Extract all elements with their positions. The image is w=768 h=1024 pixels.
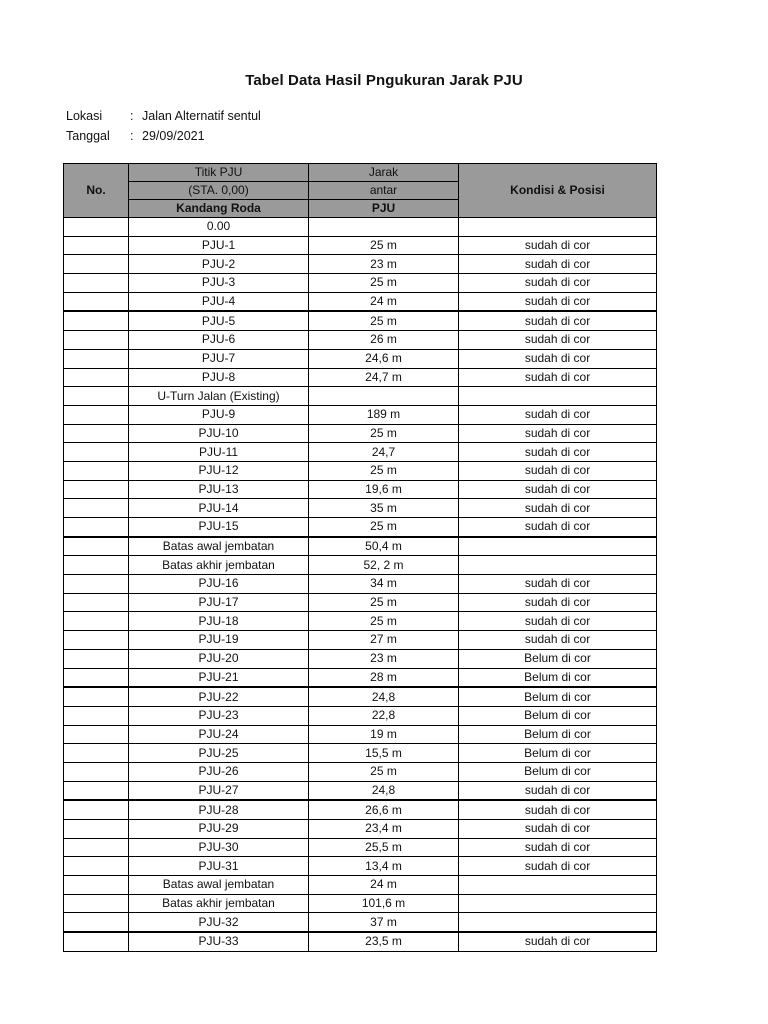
cell-titik-pju: PJU-21: [129, 668, 309, 687]
cell-kondisi: sudah di cor: [459, 932, 657, 951]
cell-titik-pju: PJU-30: [129, 838, 309, 857]
cell-jarak: 28 m: [309, 668, 459, 687]
cell-no: [64, 424, 129, 443]
cell-titik-pju: Batas awal jembatan: [129, 537, 309, 556]
cell-kondisi: Belum di cor: [459, 649, 657, 668]
table-row: [64, 575, 657, 594]
table-row: [64, 820, 657, 839]
table-row: [64, 518, 657, 537]
table-row: [64, 499, 657, 518]
table-row: [64, 876, 657, 895]
cell-titik-pju: PJU-9: [129, 405, 309, 424]
date-value: 29/09/2021: [142, 129, 205, 143]
cell-kondisi: sudah di cor: [459, 820, 657, 839]
cell-kondisi: Belum di cor: [459, 762, 657, 781]
cell-titik-pju: Batas akhir jembatan: [129, 894, 309, 913]
cell-titik-pju: PJU-2: [129, 255, 309, 274]
cell-titik-pju: PJU-32: [129, 913, 309, 932]
cell-jarak: 25 m: [309, 236, 459, 255]
location-value: Jalan Alternatif sentul: [142, 109, 261, 123]
cell-titik-pju: PJU-24: [129, 725, 309, 744]
cell-titik-pju: PJU-25: [129, 744, 309, 763]
cell-no: [64, 443, 129, 462]
cell-titik-pju: PJU-27: [129, 781, 309, 800]
cell-no: [64, 518, 129, 537]
cell-titik-pju: PJU-4: [129, 292, 309, 311]
cell-no: [64, 480, 129, 499]
table-row: [64, 537, 657, 556]
cell-kondisi: sudah di cor: [459, 480, 657, 499]
table-row: [64, 405, 657, 424]
header-titik-line2: (STA. 0,00): [129, 182, 309, 200]
cell-kondisi: sudah di cor: [459, 311, 657, 330]
header-titik-line1: Titik PJU: [129, 164, 309, 182]
cell-kondisi: sudah di cor: [459, 274, 657, 293]
cell-kondisi: sudah di cor: [459, 443, 657, 462]
table-row: [64, 744, 657, 763]
cell-jarak: 24 m: [309, 876, 459, 895]
cell-jarak: 37 m: [309, 913, 459, 932]
table-row: [64, 424, 657, 443]
table-row: [64, 913, 657, 932]
cell-no: [64, 292, 129, 311]
cell-no: [64, 762, 129, 781]
cell-titik-pju: PJU-1: [129, 236, 309, 255]
cell-jarak: 27 m: [309, 631, 459, 650]
cell-no: [64, 274, 129, 293]
cell-jarak: 26 m: [309, 331, 459, 350]
header-no: No.: [64, 164, 129, 218]
table-row: [64, 781, 657, 800]
cell-no: [64, 575, 129, 594]
cell-jarak: 19 m: [309, 725, 459, 744]
cell-titik-pju: 0.00: [129, 218, 309, 237]
cell-titik-pju: PJU-19: [129, 631, 309, 650]
date-line: [66, 129, 205, 143]
cell-jarak: [309, 218, 459, 237]
table-row: [64, 387, 657, 406]
cell-no: [64, 612, 129, 631]
cell-jarak: 13,4 m: [309, 857, 459, 876]
cell-titik-pju: PJU-14: [129, 499, 309, 518]
cell-no: [64, 368, 129, 387]
cell-kondisi: sudah di cor: [459, 499, 657, 518]
cell-no: [64, 387, 129, 406]
cell-kondisi: Belum di cor: [459, 668, 657, 687]
cell-jarak: 24,8: [309, 687, 459, 706]
cell-kondisi: [459, 876, 657, 895]
cell-no: [64, 913, 129, 932]
cell-kondisi: sudah di cor: [459, 575, 657, 594]
cell-no: [64, 800, 129, 819]
cell-kondisi: [459, 556, 657, 575]
cell-kondisi: [459, 537, 657, 556]
table-row: [64, 311, 657, 330]
location-line: [66, 109, 261, 123]
cell-no: [64, 537, 129, 556]
cell-jarak: 15,5 m: [309, 744, 459, 763]
cell-titik-pju: PJU-8: [129, 368, 309, 387]
table-row: [64, 857, 657, 876]
cell-jarak: 50,4 m: [309, 537, 459, 556]
cell-no: [64, 593, 129, 612]
cell-no: [64, 932, 129, 951]
cell-titik-pju: PJU-7: [129, 349, 309, 368]
cell-kondisi: [459, 894, 657, 913]
cell-kondisi: sudah di cor: [459, 838, 657, 857]
cell-no: [64, 687, 129, 706]
cell-kondisi: sudah di cor: [459, 612, 657, 631]
table-row: [64, 894, 657, 913]
cell-titik-pju: PJU-11: [129, 443, 309, 462]
cell-jarak: [309, 387, 459, 406]
cell-titik-pju: PJU-29: [129, 820, 309, 839]
cell-titik-pju: PJU-5: [129, 311, 309, 330]
cell-no: [64, 781, 129, 800]
table-row: [64, 687, 657, 706]
table-row: [64, 649, 657, 668]
table-row: [64, 274, 657, 293]
header-jarak-line1: Jarak: [309, 164, 459, 182]
location-label: Lokasi: [66, 109, 103, 123]
cell-kondisi: sudah di cor: [459, 461, 657, 480]
cell-jarak: 22,8: [309, 706, 459, 725]
cell-kondisi: sudah di cor: [459, 781, 657, 800]
cell-jarak: 25 m: [309, 518, 459, 537]
table-row: [64, 292, 657, 311]
table-body: [64, 218, 657, 952]
table-row: [64, 218, 657, 237]
cell-kondisi: [459, 913, 657, 932]
cell-titik-pju: PJU-31: [129, 857, 309, 876]
table-row: [64, 593, 657, 612]
cell-no: [64, 461, 129, 480]
cell-kondisi: sudah di cor: [459, 349, 657, 368]
cell-jarak: 23,4 m: [309, 820, 459, 839]
cell-jarak: 25 m: [309, 311, 459, 330]
cell-jarak: 24,7 m: [309, 368, 459, 387]
cell-no: [64, 857, 129, 876]
cell-no: [64, 218, 129, 237]
cell-kondisi: sudah di cor: [459, 593, 657, 612]
cell-no: [64, 311, 129, 330]
table-row: [64, 838, 657, 857]
cell-no: [64, 649, 129, 668]
cell-no: [64, 236, 129, 255]
cell-kondisi: sudah di cor: [459, 800, 657, 819]
cell-no: [64, 349, 129, 368]
cell-titik-pju: PJU-10: [129, 424, 309, 443]
cell-titik-pju: PJU-12: [129, 461, 309, 480]
table-row: [64, 331, 657, 350]
table-row: [64, 236, 657, 255]
cell-kondisi: sudah di cor: [459, 405, 657, 424]
location-separator: :: [130, 109, 134, 123]
cell-titik-pju: PJU-15: [129, 518, 309, 537]
table-row: [64, 480, 657, 499]
cell-no: [64, 894, 129, 913]
cell-jarak: 101,6 m: [309, 894, 459, 913]
cell-titik-pju: PJU-13: [129, 480, 309, 499]
cell-jarak: 25,5 m: [309, 838, 459, 857]
cell-no: [64, 255, 129, 274]
cell-no: [64, 706, 129, 725]
cell-jarak: 24 m: [309, 292, 459, 311]
cell-titik-pju: Batas akhir jembatan: [129, 556, 309, 575]
cell-jarak: 25 m: [309, 424, 459, 443]
cell-jarak: 19,6 m: [309, 480, 459, 499]
header-titik-line3: Kandang Roda: [129, 200, 309, 218]
cell-jarak: 25 m: [309, 461, 459, 480]
table-row: [64, 932, 657, 951]
cell-no: [64, 499, 129, 518]
cell-kondisi: Belum di cor: [459, 725, 657, 744]
table-row: [64, 461, 657, 480]
cell-titik-pju: PJU-33: [129, 932, 309, 951]
table-row: [64, 556, 657, 575]
cell-jarak: 23 m: [309, 649, 459, 668]
header-jarak-line2: antar: [309, 182, 459, 200]
cell-titik-pju: PJU-18: [129, 612, 309, 631]
cell-jarak: 24,8: [309, 781, 459, 800]
table-row: [64, 762, 657, 781]
measurement-table: [63, 163, 657, 952]
table-row: [64, 255, 657, 274]
cell-titik-pju: PJU-3: [129, 274, 309, 293]
header-jarak-line3: PJU: [309, 200, 459, 218]
cell-kondisi: Belum di cor: [459, 706, 657, 725]
cell-no: [64, 405, 129, 424]
document-title: Tabel Data Hasil Pngukuran Jarak PJU: [245, 72, 523, 89]
cell-jarak: 24,6 m: [309, 349, 459, 368]
cell-jarak: 52, 2 m: [309, 556, 459, 575]
cell-kondisi: sudah di cor: [459, 631, 657, 650]
cell-jarak: 23,5 m: [309, 932, 459, 951]
table-row: [64, 668, 657, 687]
cell-titik-pju: PJU-28: [129, 800, 309, 819]
cell-titik-pju: PJU-26: [129, 762, 309, 781]
cell-kondisi: sudah di cor: [459, 331, 657, 350]
cell-titik-pju: U-Turn Jalan (Existing): [129, 387, 309, 406]
cell-jarak: 24,7: [309, 443, 459, 462]
cell-titik-pju: PJU-16: [129, 575, 309, 594]
cell-jarak: 23 m: [309, 255, 459, 274]
cell-no: [64, 331, 129, 350]
cell-jarak: 34 m: [309, 575, 459, 594]
cell-kondisi: sudah di cor: [459, 292, 657, 311]
cell-kondisi: Belum di cor: [459, 744, 657, 763]
cell-jarak: 25 m: [309, 593, 459, 612]
header-kondisi: Kondisi & Posisi: [459, 164, 657, 218]
table-row: [64, 706, 657, 725]
cell-kondisi: [459, 218, 657, 237]
cell-kondisi: sudah di cor: [459, 255, 657, 274]
cell-no: [64, 820, 129, 839]
cell-kondisi: sudah di cor: [459, 857, 657, 876]
cell-kondisi: Belum di cor: [459, 687, 657, 706]
date-separator: :: [130, 129, 134, 143]
cell-no: [64, 876, 129, 895]
cell-jarak: 25 m: [309, 274, 459, 293]
table-header: [64, 164, 657, 218]
cell-no: [64, 744, 129, 763]
cell-kondisi: sudah di cor: [459, 368, 657, 387]
cell-jarak: 25 m: [309, 762, 459, 781]
cell-titik-pju: PJU-22: [129, 687, 309, 706]
cell-titik-pju: PJU-6: [129, 331, 309, 350]
table-row: [64, 800, 657, 819]
table-row: [64, 725, 657, 744]
cell-titik-pju: PJU-17: [129, 593, 309, 612]
cell-no: [64, 668, 129, 687]
cell-titik-pju: Batas awal jembatan: [129, 876, 309, 895]
table-row: [64, 368, 657, 387]
cell-titik-pju: PJU-23: [129, 706, 309, 725]
date-label: Tanggal: [66, 129, 110, 143]
cell-no: [64, 838, 129, 857]
cell-jarak: 25 m: [309, 612, 459, 631]
cell-jarak: 35 m: [309, 499, 459, 518]
cell-kondisi: [459, 387, 657, 406]
cell-titik-pju: PJU-20: [129, 649, 309, 668]
table-row: [64, 612, 657, 631]
cell-jarak: 26,6 m: [309, 800, 459, 819]
cell-jarak: 189 m: [309, 405, 459, 424]
cell-kondisi: sudah di cor: [459, 518, 657, 537]
cell-no: [64, 631, 129, 650]
table-row: [64, 631, 657, 650]
cell-kondisi: sudah di cor: [459, 236, 657, 255]
cell-no: [64, 725, 129, 744]
cell-no: [64, 556, 129, 575]
table-row: [64, 443, 657, 462]
table-row: [64, 349, 657, 368]
cell-kondisi: sudah di cor: [459, 424, 657, 443]
